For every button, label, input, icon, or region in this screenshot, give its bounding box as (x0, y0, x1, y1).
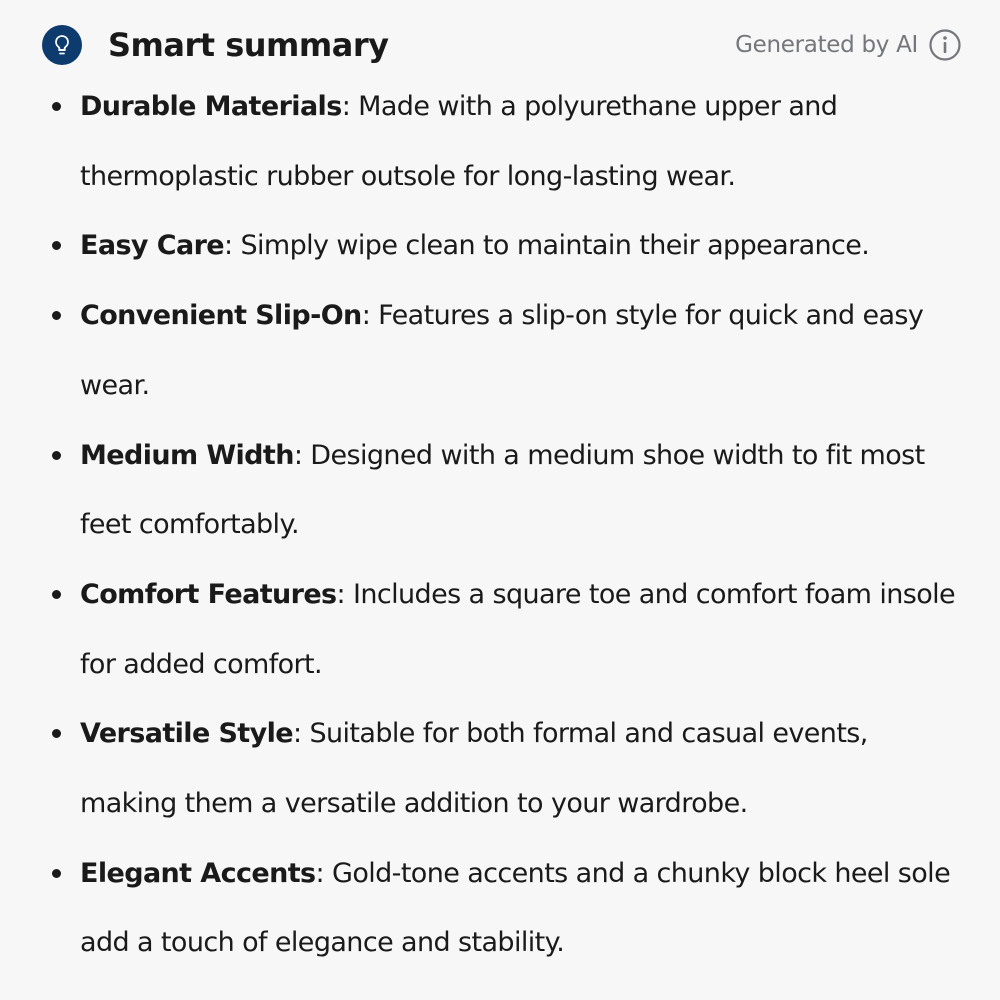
bullet-point (52, 451, 61, 460)
item-text: : Simply wipe clean to maintain their appearance. (224, 230, 870, 262)
generated-by-ai-label: Generated by AI (735, 32, 918, 58)
bullet-point (52, 241, 61, 250)
bullet-point (52, 311, 61, 320)
list-item (0, 560, 1000, 699)
bullet-point (52, 729, 61, 738)
item-text: : Designed with a medium shoe width to fit most feet comfortably. (80, 439, 925, 541)
item-title: Versatile Style (80, 718, 293, 750)
item-text: : Suitable for both formal and casual events, making them a versatile addition to your wardrobe. (80, 718, 868, 820)
item-text: : Features a slip-on style for quick and easy wear. (80, 300, 924, 401)
list-item (0, 421, 1000, 560)
item-text: : Gold-tone accents and a chunky block heel sole add a touch of elegance and stability. (80, 857, 951, 959)
item-title: Medium Width (80, 439, 294, 471)
summary-header (42, 24, 962, 68)
info-icon[interactable] (928, 28, 962, 62)
list-item (0, 839, 1000, 978)
list-item (0, 72, 1000, 211)
bullet-point (52, 869, 61, 878)
list-item (0, 699, 1000, 838)
item-text: : Includes a square toe and comfort foam insole for added comfort. (80, 578, 956, 680)
ai-attribution (735, 28, 962, 62)
item-title: Comfort Features (80, 578, 337, 610)
bullet-point (52, 590, 61, 599)
item-title: Easy Care (80, 230, 224, 262)
item-title: Convenient Slip-On (80, 300, 362, 332)
item-text: : Made with a polyurethane upper and thermoplastic rubber outsole for long-lasting wear. (80, 91, 838, 192)
lightbulb-icon (42, 25, 82, 65)
bullet-point (52, 102, 61, 111)
list-item (0, 281, 1000, 420)
item-title: Elegant Accents (80, 857, 316, 889)
summary-list (0, 72, 1000, 978)
page-title: Smart summary (108, 26, 389, 64)
list-item (0, 211, 1000, 281)
item-title: Durable Materials (80, 91, 342, 122)
